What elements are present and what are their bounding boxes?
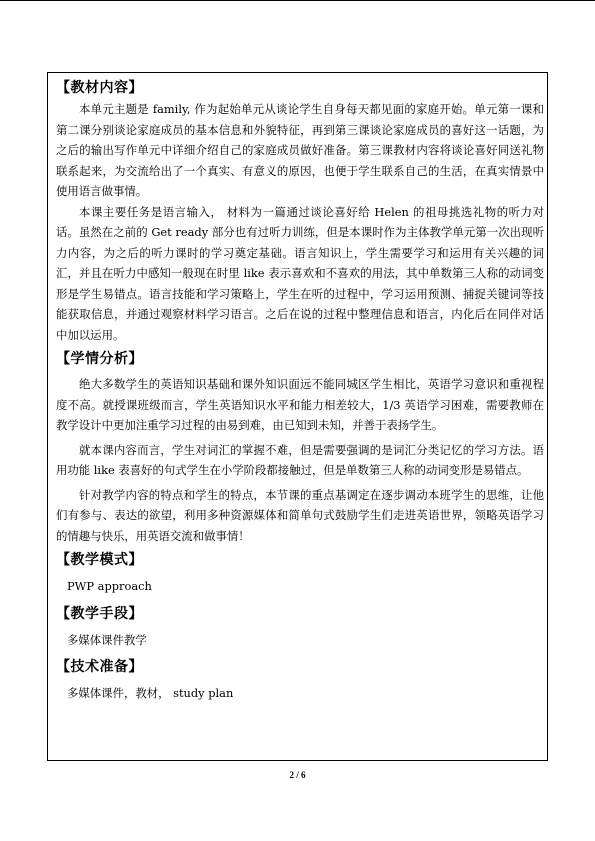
section-learners xyxy=(56,348,544,546)
section-mode xyxy=(56,549,544,597)
tech-text: 多媒体课件，教材， study plan xyxy=(67,686,234,700)
means-text: 多媒体课件教学 xyxy=(67,632,147,647)
paragraph: 本单元主题是 family, 作为起始单元从谈论学生自身每天都见面的家庭开始。单元第一课和第二课分别谈论家庭成员的基本信息和外貌特征，再到第三课谈论家庭成员的喜好这一话题，为之后的输出写作单元中详细介绍自己的家庭成员做好准备。第三课教材内容将谈论喜好同送礼物联系起来，为交流给出了一个真实、有意义的原因，也便于学生联系自己的生活，在真实情景中使用语言做事情。 xyxy=(56,102,544,198)
header-rule xyxy=(0,0,595,1)
paragraph: 本课主要任务是语言输入， 材料为一篇通过谈论喜好给 Helen 的祖母挑选礼物的听力对话。虽然在之前的 Get ready 部分也有过听力训练，但是本课时作为主体教学单元第一次出现听力内容，为之后的听力课时的学习奠定基础。语言知识上，学生需要学习和运用有关兴趣的词汇，并且在听力中感知一般现在时里 like 表示喜欢和不喜欢的用法，其中单数第三人称的动词变形是学生易错点。语言技能和学习策略上，学生在听的过程中，学习运用预测、捕捉关键词等技能获取信息，并通过观察材料学习语言。之后在说的过程中整理信息和语言，内化后在同伴对话中加以运用。 xyxy=(56,204,544,342)
section-heading-means: 【教学手段】 xyxy=(56,605,143,622)
section-heading-mode: 【教学模式】 xyxy=(56,552,143,568)
section-heading-materials: 【教材内容】 xyxy=(56,80,143,96)
section-tech xyxy=(56,656,544,704)
mode-text: PWP approach xyxy=(67,579,152,593)
section-materials xyxy=(56,77,544,345)
section-heading-learners: 【学情分析】 xyxy=(56,351,143,367)
paragraph: 就本课内容而言，学生对词汇的掌握不难，但是需要强调的是词汇分类记忆的学习方法。语用功能 like 表喜好的句式学生在小学阶段都接触过，但是单数第三人称的动词变形是易错点。 xyxy=(56,442,544,477)
paragraph: 针对教学内容的特点和学生的特点，本节课的重点基调定在逐步调动本班学生的思维，让他们有参与、表达的欲望，利用多种资源媒体和简单句式鼓励学生们走进英语世界，领略英语学习的情趣与快乐，用英语交流和做事情！ xyxy=(56,487,544,543)
document-body xyxy=(56,77,544,710)
page-number: 2 / 6 xyxy=(289,770,306,780)
paragraph: 绝大多数学生的英语知识基础和课外知识面远不能同城区学生相比，英语学习意识和重视程度不高。就授课班级而言，学生英语知识水平和能力相差较大，1/3 英语学习困难，需要教师在教学设计中更加注重学习过程的由易到难，由已知到未知，并善于表扬学生。 xyxy=(56,377,544,432)
section-means xyxy=(56,603,544,651)
section-heading-tech: 【技术准备】 xyxy=(56,659,143,675)
